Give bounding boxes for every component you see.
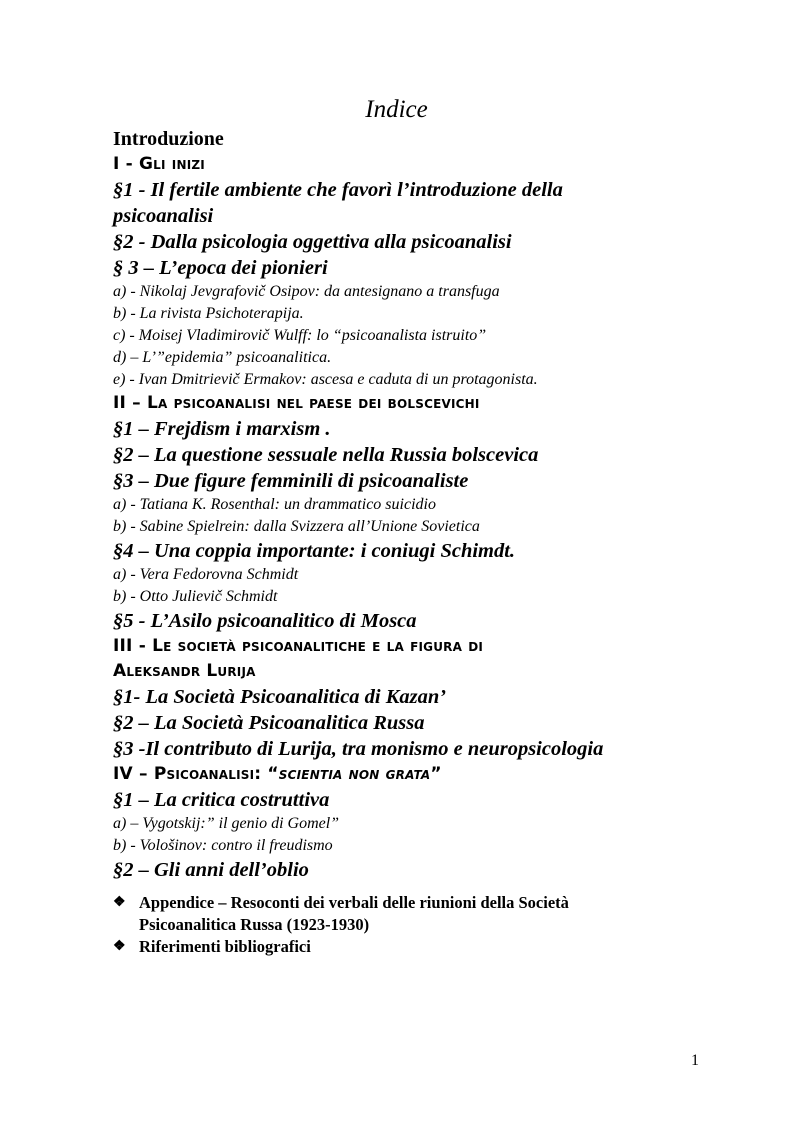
toc-section: §3 -Il contributo di Lurija, tra monismo e neuropsicologia [113, 738, 604, 760]
toc-section: §5 - L’Asilo psicoanalitico di Mosca [113, 610, 417, 632]
appendix-item-text [139, 936, 311, 958]
toc-section: §1- La Società Psicoanalitica di Kazan’ [113, 686, 447, 708]
toc-subsection: d) – L’”epidemia” psicoanalitica. [113, 349, 332, 366]
appendix-item-line: Appendice – Resoconti dei verbali delle riunioni della Società [139, 893, 569, 912]
page-number: 1 [691, 1052, 699, 1069]
toc-subsection: b) - Sabine Spielrein: dalla Svizzera all’Unione Sovietica [113, 518, 480, 535]
toc-chapter: III - Le società psicoanalitiche e la figura di [113, 636, 484, 656]
appendix-item-line: Riferimenti bibliografici [139, 937, 311, 956]
toc-section: §2 – La questione sessuale nella Russia bolscevica [113, 444, 539, 466]
toc-section: §1 – La critica costruttiva [113, 789, 330, 811]
toc-chapter: I - Gli inizi [113, 154, 205, 174]
appendix-item [113, 892, 703, 936]
toc-section: §2 – Gli anni dell’oblio [113, 859, 309, 881]
page-title: Indice [365, 96, 428, 123]
toc-section: § 3 – L’epoca dei pionieri [113, 257, 328, 279]
toc-section: §4 – Una coppia importante: i coniugi Schimdt. [113, 540, 516, 562]
toc-introduction: Introduzione [113, 128, 224, 150]
toc-subsection: c) - Moisej Vladimirovič Wulff: lo “psicoanalista istruito” [113, 327, 487, 344]
toc-subsection: a) - Tatiana K. Rosenthal: un drammatico suicidio [113, 496, 436, 513]
toc-chapter-emphasis: scientia non grata [278, 764, 431, 784]
toc-subsection: a) - Nikolaj Jevgrafovič Osipov: da antesignano a transfuga [113, 283, 500, 300]
toc-chapter-text: IV – Psicoanalisi: “ [113, 764, 279, 784]
toc-section: §2 - Dalla psicologia oggettiva alla psicoanalisi [113, 231, 512, 253]
toc-section: §1 - Il fertile ambiente che favorì l’introduzione della [113, 179, 563, 201]
toc-subsection: a) - Vera Fedorovna Schmidt [113, 566, 299, 583]
diamond-bullet-icon: ❖ [113, 895, 126, 910]
toc-subsection: b) - La rivista Psichoterapija. [113, 305, 304, 322]
toc-subsection: e) - Ivan Dmitrievič Ermakov: ascesa e caduta di un protagonista. [113, 371, 538, 388]
diamond-bullet-icon: ❖ [113, 939, 126, 954]
toc-chapter: II – La psicoanalisi nel paese dei bolscevichi [113, 393, 480, 413]
toc-subsection: b) - Otto Julievič Schmidt [113, 588, 278, 605]
toc-chapter: Aleksandr Lurija [113, 661, 256, 681]
toc-section: psicoanalisi [113, 205, 214, 227]
appendix-list [113, 892, 703, 958]
toc-section: §2 – La Società Psicoanalitica Russa [113, 712, 425, 734]
toc-chapter-text: ” [430, 764, 442, 784]
toc-subsection: b) - Vološinov: contro il freudismo [113, 837, 333, 854]
table-of-contents [113, 126, 693, 883]
appendix-item-text [139, 892, 569, 936]
appendix-item-line: Psicoanalitica Russa (1923-1930) [139, 915, 370, 934]
toc-section: §1 – Frejdism i marxism . [113, 418, 331, 440]
toc-subsection: a) – Vygotskij:” il genio di Gomel” [113, 815, 340, 832]
toc-section: §3 – Due figure femminili di psicoanaliste [113, 470, 469, 492]
appendix-item [113, 936, 703, 958]
toc-chapter [113, 762, 693, 787]
